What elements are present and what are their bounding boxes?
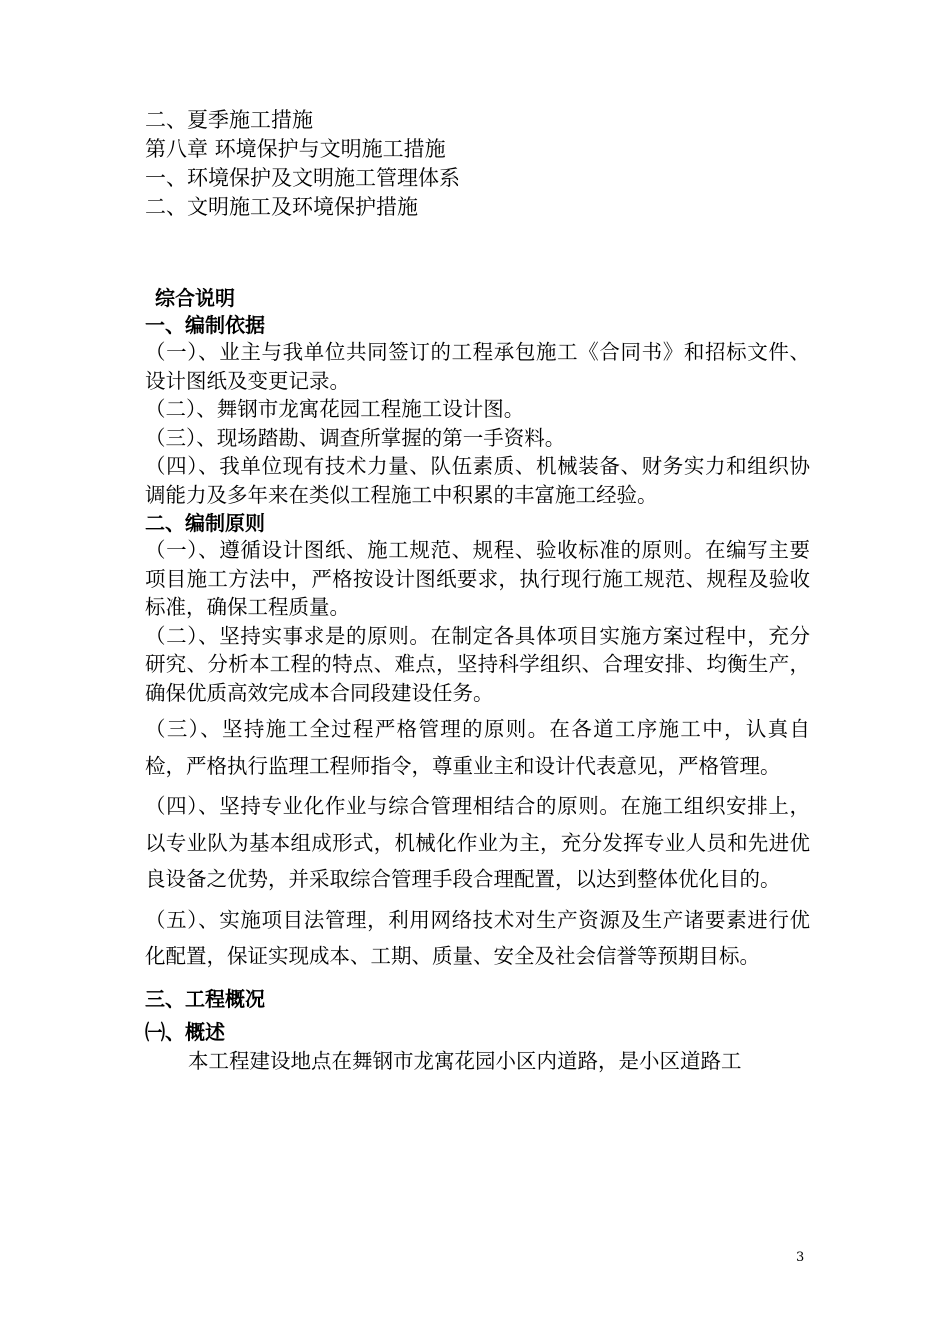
basis-item: （四）、我单位现有技术力量、队伍素质、机械装备、财务实力和组织协调能力及多年来在类似工程施工中积累的丰富施工经验。 [145, 454, 810, 507]
basis-heading: 一、编制依据 [145, 313, 265, 337]
document-body [145, 284, 810, 1075]
principle-item: （四）、坚持专业化作业与综合管理相结合的原则。在施工组织安排上，以专业队为基本组成形式，机械化作业为主，充分发挥专业人员和先进优良设备之优势，并采取综合管理手段合理配置，以达到整体优化目的。 [145, 794, 810, 891]
overview-text: 本工程建设地点在舞钢市龙寓花园小区内道路，是小区道路工 [188, 1048, 742, 1073]
page-number: 3 [796, 1250, 805, 1265]
toc-line: 第八章 环境保护与文明施工措施 [145, 137, 446, 161]
basis-item: （一）、业主与我单位共同签订的工程承包施工《合同书》和招标文件、设计图纸及变更记录。 [145, 340, 810, 393]
principle-item: （二）、坚持实事求是的原则。在制定各具体项目实施方案过程中，充分研究、分析本工程的特点、难点，坚持科学组织、合理安排、均衡生产，确保优质高效完成本合同段建设任务。 [145, 623, 810, 705]
toc-line: 二、文明施工及环境保护措施 [145, 195, 418, 219]
basis-item: （三）、现场踏勘、调查所掌握的第一手资料。 [145, 425, 566, 450]
overview-sub-heading: ㈠、概述 [145, 1019, 225, 1044]
overview-heading: 三、工程概况 [145, 986, 265, 1011]
table-of-contents [145, 106, 845, 222]
toc-line: 一、环境保护及文明施工管理体系 [145, 166, 460, 190]
principle-item: （一）、遵循设计图纸、施工规范、规程、验收标准的原则。在编写主要项目施工方法中，严格按设计图纸要求，执行现行施工规范、规程及验收标准，确保工程质量。 [145, 538, 810, 619]
principle-item: （五）、实施项目法管理，利用网络技术对生产资源及生产诸要素进行优化配置，保证实现成本、工期、质量、安全及社会信誉等预期目标。 [145, 907, 810, 968]
principles-heading: 二、编制原则 [145, 511, 265, 535]
toc-line: 二、夏季施工措施 [145, 108, 313, 132]
principle-item: （三）、坚持施工全过程严格管理的原则。在各道工序施工中，认真自检，严格执行监理工程师指令，尊重业主和设计代表意见，严格管理。 [145, 717, 810, 778]
section-title: 综合说明 [155, 286, 235, 310]
basis-item: （二）、舞钢市龙寓花园工程施工设计图。 [145, 397, 525, 421]
